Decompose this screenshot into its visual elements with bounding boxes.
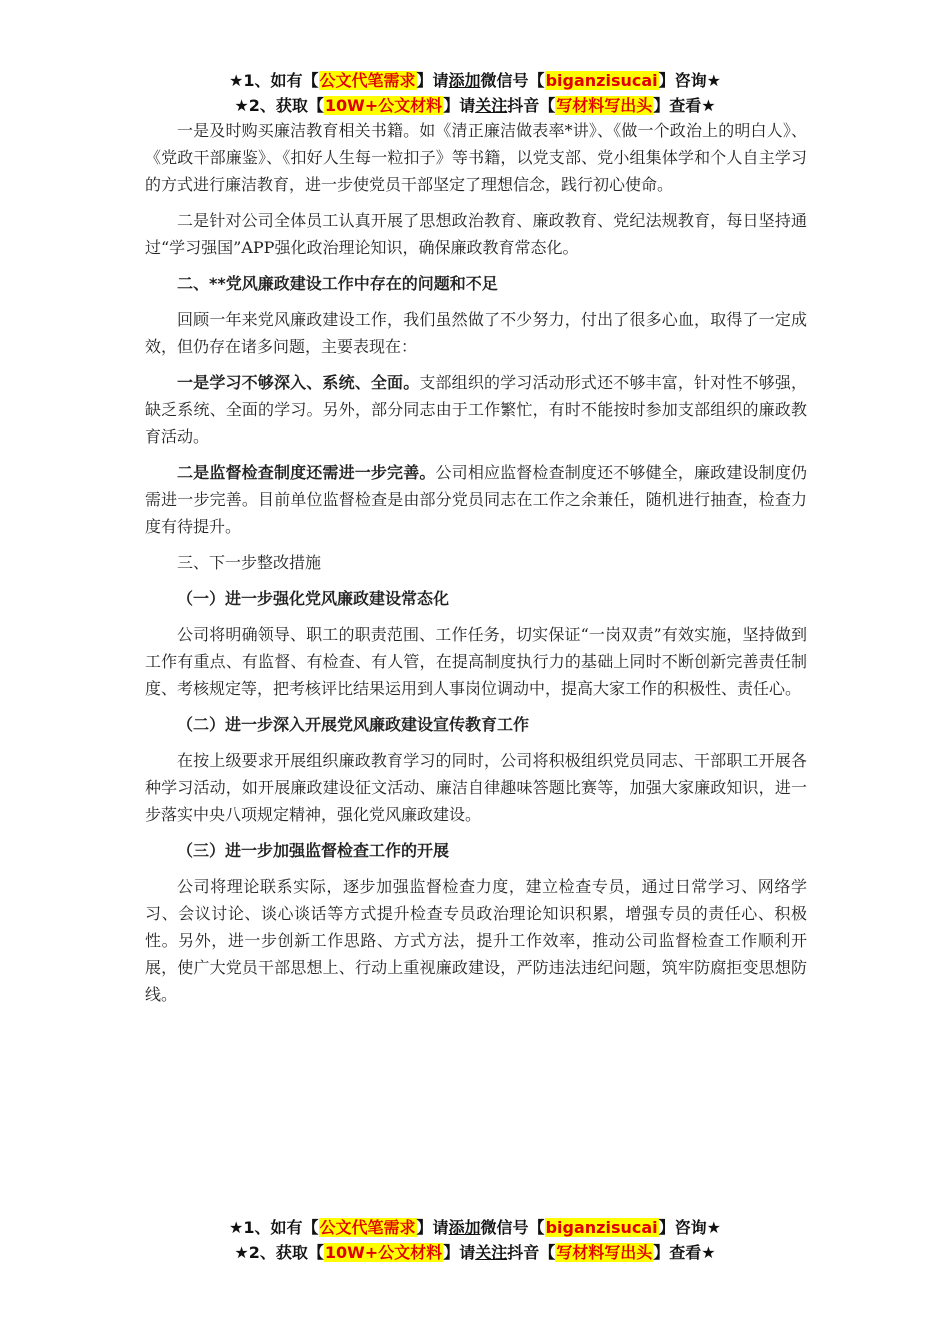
banner-text: 】咨询★ bbox=[658, 71, 721, 90]
banner-line-2 bbox=[0, 1240, 950, 1265]
banner-line-1 bbox=[0, 68, 950, 93]
banner-text: 微信号【 bbox=[480, 71, 545, 90]
banner-text: 微信号【 bbox=[480, 1218, 545, 1237]
section-heading: 三、下一步整改措施 bbox=[177, 553, 322, 572]
banner-emphasis: 关注 bbox=[475, 96, 508, 115]
banner-text: 】请 bbox=[416, 71, 449, 90]
banner-emphasis: 添加 bbox=[448, 71, 481, 90]
banner-line-2 bbox=[0, 93, 950, 118]
banner-text: 】请 bbox=[443, 1243, 476, 1262]
subsection-heading: （三）进一步加强监督检查工作的开展 bbox=[177, 841, 450, 860]
banner-highlight: 写材料写出头 bbox=[556, 1243, 653, 1262]
paragraph-lead: 一是学习不够深入、系统、全面。 bbox=[177, 373, 420, 392]
paragraph: 公司将理论联系实际，逐步加强监督检查力度，建立检查专员，通过日常学习、网络学习、会议讨论、谈心谈话等方式提升检查专员政治理论知识积累，增强专员的责任心、积极性。另外，进一步创新工作思路、方式方法，提升工作效率，推动公司监督检查工作顺利开展，使广大党员干部思想上、行动上重视廉政建设，严防违法违纪问题，筑牢防腐拒变思想防线。 bbox=[145, 877, 807, 1004]
paragraph: 二是针对公司全体员工认真开展了思想政治教育、廉政教育、党纪法规教育，每日坚持通过“学习强国”APP强化政治理论知识，确保廉政教育常态化。 bbox=[145, 211, 807, 257]
banner-text: 】查看★ bbox=[653, 1243, 716, 1262]
banner-text: ★1、如有【 bbox=[229, 1218, 319, 1237]
banner-highlight: biganzisucai bbox=[545, 71, 658, 90]
banner-text: ★1、如有【 bbox=[229, 71, 319, 90]
subsection-heading: （二）进一步深入开展党风廉政建设宣传教育工作 bbox=[177, 715, 530, 734]
banner-text: 】查看★ bbox=[653, 96, 716, 115]
paragraph-text: 支部组织的学习活动形式还不够丰富，针对性不够强，缺乏系统、全面的学习。另外，部分同志由于工作繁忙，有时不能按时参加支部组织的廉政教育活动。 bbox=[145, 373, 807, 446]
paragraph bbox=[145, 459, 807, 540]
paragraph-lead: 二是监督检查制度还需进一步完善。 bbox=[177, 463, 436, 482]
banner-emphasis: 关注 bbox=[475, 1243, 508, 1262]
banner-emphasis: 添加 bbox=[448, 1218, 481, 1237]
paragraph bbox=[145, 369, 807, 450]
section-heading: 二、**党风廉政建设工作中存在的问题和不足 bbox=[177, 274, 498, 293]
banner-line-1 bbox=[0, 1215, 950, 1240]
top-banner bbox=[0, 68, 950, 118]
banner-highlight: 写材料写出头 bbox=[556, 96, 653, 115]
paragraph: 一是及时购买廉洁教育相关书籍。如《清正廉洁做表率*讲》、《做一个政治上的明白人》、《党政干部廉鉴》、《扣好人生每一粒扣子》等书籍，以党支部、党小组集体学和个人自主学习的方式进行廉洁教育，进一步使党员干部坚定了理想信念，践行初心使命。 bbox=[145, 121, 807, 194]
banner-text: 】请 bbox=[443, 96, 476, 115]
bottom-banner bbox=[0, 1215, 950, 1265]
banner-highlight: 公文代笔需求 bbox=[319, 71, 416, 90]
banner-text: 抖音【 bbox=[507, 96, 556, 115]
paragraph: 回顾一年来党风廉政建设工作，我们虽然做了不少努力，付出了很多心血，取得了一定成效，但仍存在诸多问题，主要表现在： bbox=[145, 310, 807, 356]
subsection-heading: （一）进一步强化党风廉政建设常态化 bbox=[177, 589, 450, 608]
banner-text: ★2、获取【 bbox=[234, 1243, 324, 1262]
banner-text: ★2、获取【 bbox=[234, 96, 324, 115]
banner-highlight: 公文代笔需求 bbox=[319, 1218, 416, 1237]
banner-text: 抖音【 bbox=[507, 1243, 556, 1262]
banner-highlight: 10W+公文材料 bbox=[324, 1243, 443, 1262]
paragraph: 公司将明确领导、职工的职责范围、工作任务，切实保证“一岗双责”有效实施，坚持做到工作有重点、有监督、有检查、有人管，在提高制度执行力的基础上同时不断创新完善责任制度、考核规定等，把考核评比结果运用到人事岗位调动中，提高大家工作的积极性、责任心。 bbox=[145, 625, 807, 698]
paragraph-text: 公司相应监督检查制度还不够健全，廉政建设制度仍需进一步完善。目前单位监督检查是由部分党员同志在工作之余兼任，随机进行抽查，检查力度有待提升。 bbox=[145, 463, 807, 536]
paragraph: 在按上级要求开展组织廉政教育学习的同时，公司将积极组织党员同志、干部职工开展各种学习活动，如开展廉政建设征文活动、廉洁自律趣味答题比赛等，加强大家廉政知识，进一步落实中央八项规定精神，强化党风廉政建设。 bbox=[145, 751, 807, 824]
banner-highlight: 10W+公文材料 bbox=[324, 96, 443, 115]
document-body bbox=[145, 117, 807, 1017]
banner-text: 】请 bbox=[416, 1218, 449, 1237]
banner-highlight: biganzisucai bbox=[545, 1218, 658, 1237]
banner-text: 】咨询★ bbox=[658, 1218, 721, 1237]
